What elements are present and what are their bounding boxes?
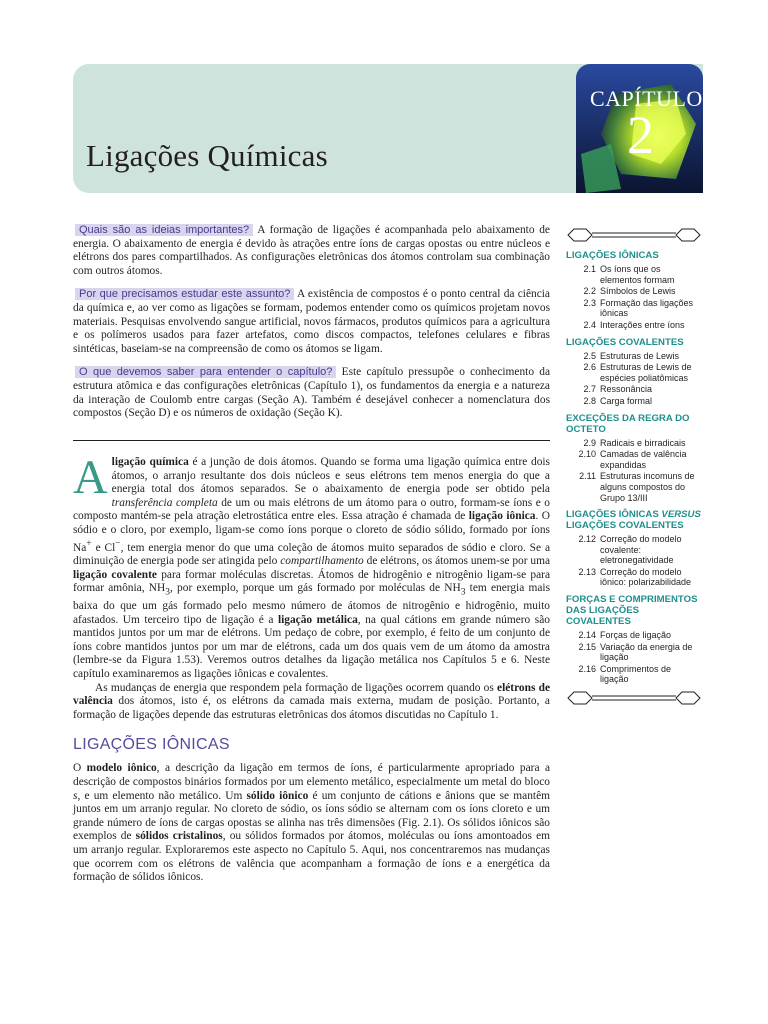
toc-item [566, 438, 702, 449]
toc-item [566, 298, 702, 319]
toc-item-title: Carga formal [600, 395, 653, 406]
toc-item-number: 2.9 [583, 437, 596, 448]
toc-item-number: 2.14 [578, 630, 596, 641]
toc-item-title: Formação das ligações iônicas [600, 297, 694, 319]
key-term: ligação química [111, 456, 189, 468]
toc-item [566, 630, 702, 641]
ornament-divider-icon [566, 689, 702, 707]
chapter-body [73, 451, 551, 885]
toc-item-title: Comprimentos de ligação [600, 663, 672, 685]
toc-section-heading: EXCEÇÕES DA REGRA DO OCTETO [566, 412, 690, 435]
section-heading: LIGAÇÕES IÔNICAS [73, 736, 230, 754]
toc-item-title: Interações entre íons [600, 319, 685, 330]
toc-item-number: 2.16 [578, 663, 596, 674]
intro-paragraph [73, 224, 550, 278]
intro-text: A existência de compostos é o ponto central da ciência da química e, ao ver como as ligações se formam, podemos entender como os químicos projetam novos materiais. Pesquisas envolvendo sangue artificial, novos fármacos, produtos químicos para a agricultura e os polímeros usados para fazer artefatos, como discos compactos, telefones celulares e fibras sintéticas, baseiam-se na compreensão de como os átomos se ligam. [73, 288, 550, 355]
body-paragraph: A ligação química é a junção de dois átomos. Quando se forma uma ligação química entre dois átomos, o arranjo resultante dos dois núcleos e seus elétrons tem menos energia do que a energia total dos átomos separados. Se o abaixamento de energia pode ser obtido pela transferência completa de um ou mais elétrons de um átomo para o outro, formam-se íons e o composto mantém-se pela atração eletrostática entre eles. Essa atração é chamada de ligação iônica. O sódio e o cloro, por exemplo, ligam-se como íons porque o cloreto de sódio sólido, formado por íons Na+ e Cl−, tem energia menor do que uma coleção de átomos muito separados de sódio e cloro. Se a diminuição de energia pode ser atingida pelo compartilhamento de elétrons, os átomos unem-se por uma ligação covalente para formar moléculas discretas. Átomos de hidrogênio e nitrogênio ligam-se para formar amônia, $NH_3$, por exemplo, porque um gás formado por moléculas de $NH_3$ tem energia mais baixa do que um gás formado pelo mesmo número de átomos de nitrogênio e hidrogênio, muito afastados. Um terceiro tipo de ligação é a ligação metálica, na qual cátions em grande número são mantidos juntos por um mar de elétrons. Um pedaço de cobre, por exemplo, é feito de um conjunto de íons cobre mantidos juntos por um mar de elétrons, cada um dos quais vem de um átomo da amostra (lembre-se da Figura 1.53). Veremos outros detalhes da ligação metálica nos Capítulos 5 e 6. Neste capítulo examinaremos as ligações iônicas e covalentes. [73, 451, 551, 680]
toc-item-number: 2.13 [578, 566, 596, 577]
toc-item [566, 664, 702, 685]
toc-item-number: 2.7 [583, 384, 596, 395]
toc-item [566, 396, 702, 407]
toc-item-number: 2.2 [583, 286, 596, 297]
toc-item-title: Correção do modelo covalente: eletronegatividade [600, 534, 682, 566]
toc-section-heading: LIGAÇÕES IÔNICAS [566, 250, 659, 261]
ornament-divider-icon [566, 226, 702, 244]
toc-item [566, 449, 702, 470]
chapter-label: CAPÍTULO [590, 86, 703, 111]
toc-item-number: 2.8 [583, 395, 596, 406]
toc-item [566, 567, 702, 588]
intro-paragraph [73, 288, 550, 356]
toc-item [566, 471, 702, 503]
chapter-toc-sidebar [566, 226, 702, 707]
toc-item-number: 2.10 [578, 449, 596, 460]
intro-paragraph [73, 366, 550, 420]
toc-list [566, 250, 702, 685]
question-label: Por que precisamos estudar este assunto? [75, 288, 294, 300]
toc-item-title: Símbolos de Lewis [600, 286, 676, 297]
toc-item-number: 2.12 [578, 534, 596, 545]
toc-item [566, 362, 702, 383]
body-paragraph: As mudanças de energia que respondem pela formação de ligações ocorrem quando os elétrons de valência dos átomos, isto é, os elétrons da camada mais externa, mudam de posição. Portanto, a formação de ligações depende das estruturas eletrônicas dos átomos discutidas no Capítulo 1. [73, 681, 550, 721]
toc-item-title: Estruturas incomuns de alguns compostos do Grupo 13/III [600, 471, 695, 503]
question-label: Quais são as ideias importantes? [75, 224, 253, 236]
toc-section-heading: FORÇAS E COMPRIMENTOS DAS LIGAÇÕES COVALENTES [566, 594, 698, 628]
toc-item-title: Os íons que os elementos formam [600, 264, 675, 285]
section-divider [73, 440, 550, 441]
toc-item [566, 384, 702, 395]
toc-item-title: Correção do modelo iônico: polarizabilidade [600, 566, 692, 588]
toc-item [566, 351, 702, 362]
toc-item-title: Ressonância [600, 384, 653, 395]
toc-item [566, 320, 702, 331]
chapter-intro [73, 224, 550, 431]
key-term: elétrons de valência [73, 681, 550, 708]
toc-item-title: Camadas de valência expandidas [600, 449, 687, 470]
intro-text: A formação de ligações é acompanhada pelo abaixamento de energia. O abaixamento de energia é devido às atrações entre íons de cargas opostas ou entre núcleos e elétrons dos pares compartilhados. As configurações eletrônicas dos átomos controlam sua combinação com outros átomos. [73, 224, 550, 277]
toc-item-number: 2.15 [578, 641, 596, 652]
intro-text: Este capítulo pressupõe o conhecimento da estrutura atômica e das configurações eletrônicas (Capítulo 1), os fundamentos da energia e a natureza da interação de Coulomb entre cargas (Seção A). Também é desejável conhecer a nomenclatura dos compostos (Seção D) e os números de oxidação (Seção K). [73, 366, 551, 420]
toc-section-heading: LIGAÇÕES IÔNICAS VERSUS LIGAÇÕES COVALENTES [566, 509, 701, 532]
key-term: ligação iônica [468, 510, 536, 523]
question-label: O que devemos saber para entender o capítulo? [75, 366, 336, 378]
toc-item-number: 2.3 [583, 297, 596, 308]
toc-item [566, 642, 702, 663]
toc-item-title: Variação da energia de ligação [600, 641, 693, 663]
key-term: ligação metálica [277, 613, 358, 626]
toc-item-number: 2.5 [583, 350, 596, 361]
toc-item [566, 534, 702, 566]
toc-item [566, 264, 702, 285]
toc-item-title: Forças de ligação [600, 630, 672, 641]
toc-item-number: 2.6 [583, 362, 596, 373]
toc-item-number: 2.1 [583, 264, 596, 274]
drop-cap: A [73, 451, 108, 504]
toc-section-heading: LIGAÇÕES COVALENTES [566, 336, 684, 348]
chapter-number: 2 [627, 105, 654, 165]
chapter-title: Ligações Químicas [86, 138, 328, 173]
key-term: sólidos cristalinos [135, 830, 223, 843]
toc-item-number: 2.4 [583, 319, 596, 330]
toc-item-title: Estruturas de Lewis [600, 350, 680, 361]
toc-item-number: 2.11 [579, 471, 596, 482]
toc-item [566, 286, 702, 297]
toc-item-title: Radicais e birradicais [600, 437, 686, 448]
toc-item-title: Estruturas de Lewis de espécies poliatômicas [600, 362, 692, 383]
key-term: modelo iônico [86, 762, 157, 775]
key-term: sólido iônico [246, 789, 309, 802]
body-paragraph: O modelo iônico, a descrição da ligação em termos de íons, é particularmente apropriado para a descrição de compostos binários formados por um elemento metálico, especialmente um metal do bloco s, e um elemento não metálico. Um sólido iônico é um conjunto de cátions e ânions que se mantêm juntos em um arranjo regular. No cloreto de sódio, os íons sódio se alternam com os íons cloreto e um grande número de íons de cargas opostas se alinha nas três dimensões (Fig. 2.1). Os sólidos iônicos são exemplos de sólidos cristalinos, ou sólidos formados por átomos, moléculas ou íons amontoados em um arranjo regular. Exploraremos este aspecto no Capítulo 5. Aqui, nos concentraremos nas mudanças que ocorrem com os elétrons de valência que acompanham a formação de íons e a energética da formação de sólidos iônicos. [73, 762, 550, 884]
key-term: ligação covalente [73, 568, 157, 581]
